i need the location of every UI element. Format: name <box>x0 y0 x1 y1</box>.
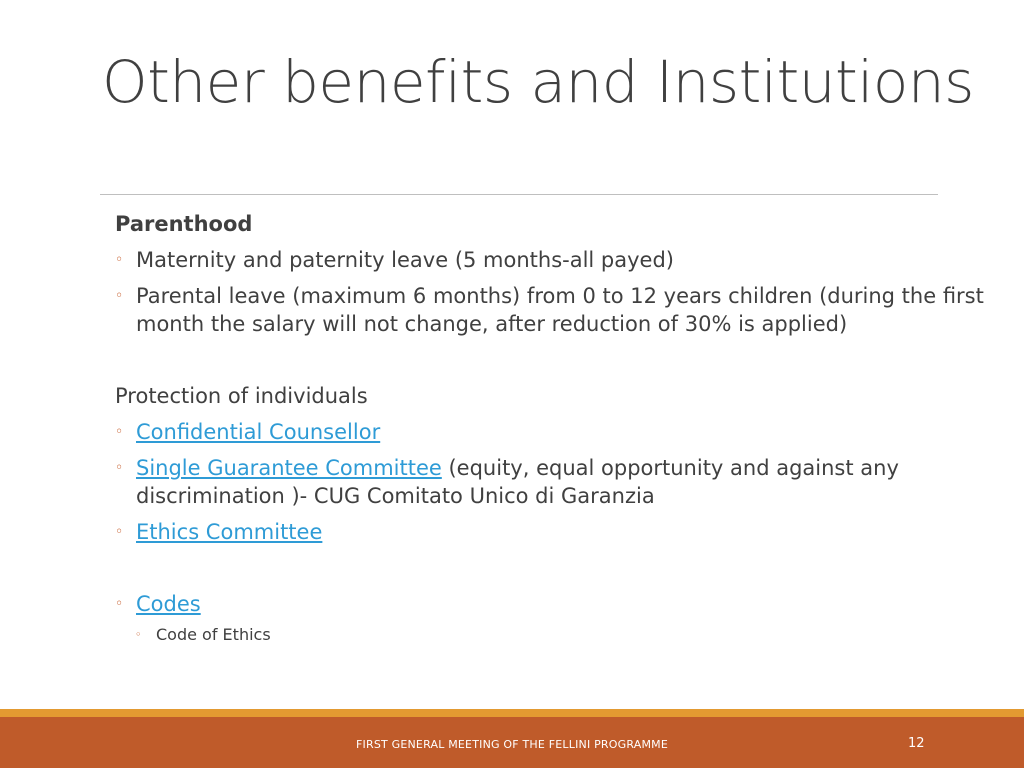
list-item <box>115 518 995 546</box>
confidential-counsellor-link[interactable]: Confidential Counsellor <box>136 420 381 444</box>
footer-text: FIRST GENERAL MEETING OF THE FELLINI PROGRAMME <box>356 738 668 751</box>
bullet-icon: ◦ <box>115 252 124 268</box>
list-item <box>115 624 995 646</box>
protection-heading: Protection of individuals <box>115 384 368 408</box>
list-item <box>115 418 995 446</box>
list-item <box>115 454 995 510</box>
list-item <box>115 590 995 618</box>
list-item <box>115 246 995 274</box>
bullet-icon: ◦ <box>115 460 124 476</box>
list-item <box>115 282 995 338</box>
codes-link[interactable]: Codes <box>136 592 201 616</box>
bullet-icon: ◦ <box>115 596 124 612</box>
page-number: 12 <box>908 736 925 751</box>
code-of-ethics-text: Code of Ethics <box>156 625 271 644</box>
single-guarantee-description: (equity, equal opportunity and against any discrimination )- CUG Comitato Unico di Garanzia <box>136 456 899 508</box>
bullet-icon: ◦ <box>135 628 142 641</box>
section-spacer <box>115 346 995 382</box>
bullet-icon: ◦ <box>115 524 124 540</box>
single-guarantee-committee-link[interactable]: Single Guarantee Committee <box>136 456 442 480</box>
maternity-leave-text: Maternity and paternity leave (5 months-all payed) <box>136 248 675 272</box>
title-divider <box>100 194 938 195</box>
section-spacer <box>115 554 995 590</box>
bullet-icon: ◦ <box>115 288 124 304</box>
footer-accent-stripe <box>0 709 1024 717</box>
slide-title: Other benefits and Institutions <box>102 48 974 116</box>
parental-leave-text: Parental leave (maximum 6 months) from 0 to 12 years children (during the first month the salary will not change, after reduction of 30% is applied) <box>136 284 984 336</box>
ethics-committee-link[interactable]: Ethics Committee <box>136 520 323 544</box>
slide-content <box>115 210 995 646</box>
footer-band <box>0 717 1024 768</box>
parenthood-heading: Parenthood <box>115 212 253 236</box>
bullet-icon: ◦ <box>115 424 124 440</box>
